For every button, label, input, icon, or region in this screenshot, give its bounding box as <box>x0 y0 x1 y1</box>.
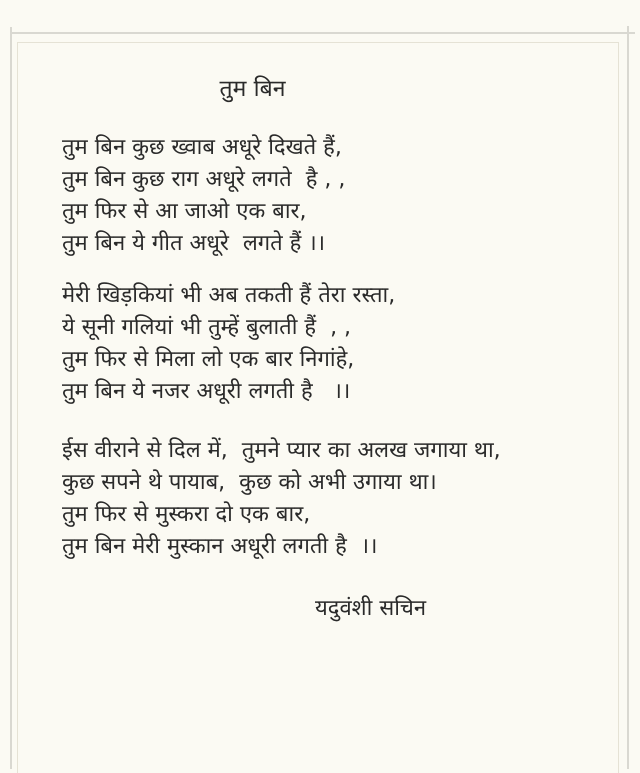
frame-outer-left-line <box>10 27 12 769</box>
poem-line: तुम बिन ये गीत अधूरे लगते हैं ।। <box>62 231 326 256</box>
poem-line: तुम बिन कुछ ख्वाब अधूरे दिखते हैं, <box>62 135 342 160</box>
poem-line: ये सूनी गलियां भी तुम्हें बुलाती हैं , , <box>62 315 352 340</box>
frame-outer-top-line <box>10 32 635 34</box>
poem-line: मेरी खिड़कियां भी अब तकती हैं तेरा रस्ता, <box>62 283 396 308</box>
stanza-3 <box>62 435 610 563</box>
poem-author: यदुवंशी सचिन <box>315 596 427 621</box>
stanza-2 <box>62 280 610 408</box>
poem-line: कुछ सपने थे पायाब, कुछ को अभी उगाया था। <box>62 470 437 495</box>
frame-outer-right-line <box>627 26 629 769</box>
poem-line: तुम फिर से मिला लो एक बार निगांहे, <box>62 347 355 372</box>
poem-line: तुम बिन मेरी मुस्कान अधूरी लगती है ।। <box>62 534 378 559</box>
poem-line: तुम फिर से आ जाओ एक बार, <box>62 199 307 224</box>
poem-line: तुम फिर से मुस्करा दो एक बार, <box>62 502 311 527</box>
poem-line: तुम बिन कुछ राग अधूरे लगते है , , <box>62 167 346 192</box>
poem-line: ईस वीराने से दिल में, तुमने प्यार का अलख जगाया था, <box>62 438 501 463</box>
stanza-1 <box>62 132 610 260</box>
poem-line: तुम बिन ये नजर अधूरी लगती है ।। <box>62 379 351 404</box>
poem-title: तुम बिन <box>219 76 286 102</box>
